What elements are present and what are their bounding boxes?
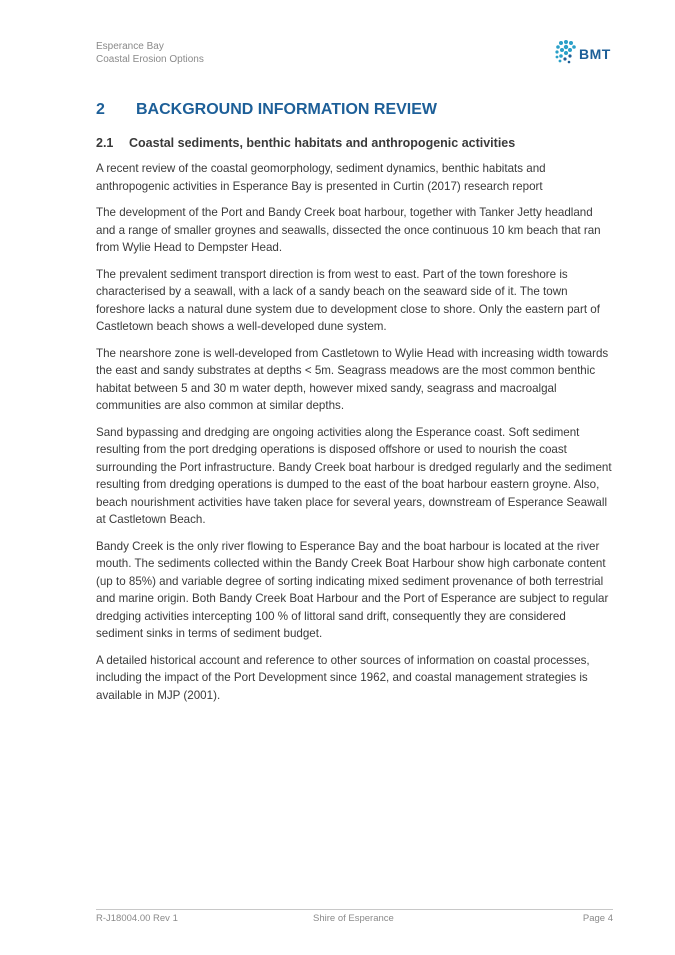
bmt-logo-icon [553, 38, 579, 66]
body-text [96, 160, 612, 713]
paragraph: The development of the Port and Bandy Creek boat harbour, together with Tanker Jetty headland and a range of smaller groynes and seawalls, dissected the once continuous 10 km beach that ran from Wylie Head to Dempster Head. [96, 206, 601, 254]
section-number: 2 [96, 101, 105, 118]
bmt-logo [553, 38, 615, 68]
paragraph: Bandy Creek is the only river flowing to Esperance Bay and the boat harbour is located at the river mouth. The sediments collected within the Bandy Creek Boat Harbour show high carbonate content (up to 85%) and variable degree of sorting indicating mixed sediment provenance of both terrestrial and marine origin. Both Bandy Creek Boat Harbour and the Port of Esperance are subject to regular dredging activities intercepting 100 % of littoral sand drift, consequently they are considered sediment sinks in terms of sediment budget. [96, 539, 609, 640]
subsection-heading [96, 136, 616, 150]
footer-divider [96, 909, 613, 910]
paragraph: Sand bypassing and dredging are ongoing activities along the Esperance coast. Soft sediment resulting from the port dredging operations is disposed offshore or used to nourish the coast surrounding the Port infrastructure. Bandy Creek boat harbour is dredged regularly and the sediment resulting from dredging operations is dumped to the east of the boat harbour eastern groyne. Also, beach nourishment activities have taken place for several years, downstream of Esperance Seawall at Castletown Beach. [96, 425, 612, 526]
subsection-number: 2.1 [96, 136, 114, 150]
paragraph: The nearshore zone is well-developed from Castletown to Wylie Head with increasing width towards the east and sandy substrates at depths < 5m. Seagrass meadows are the most common benthic habitat between 5 and 30 m water depth, however mixed sandy, seagrass and macroalgal communities are also common at similar depths. [96, 346, 609, 412]
paragraph: A recent review of the coastal geomorphology, sediment dynamics, benthic habitats and anthropogenic activities in Esperance Bay is presented in Curtin (2017) research report [96, 162, 546, 193]
section-title: BACKGROUND INFORMATION REVIEW [136, 101, 438, 118]
paragraph: A detailed historical account and reference to other sources of information on coastal processes, including the impact of the Port Development since 1962, and coastal management strategies is available in MJP (2001). [96, 653, 590, 702]
header-project-name: Esperance Bay [96, 41, 164, 52]
footer-client-name: Shire of Esperance [313, 913, 394, 924]
header-report-title: Coastal Erosion Options [96, 54, 204, 65]
document-header [96, 40, 204, 66]
subsection-title: Coastal sediments, benthic habitats and anthropogenic activities [129, 136, 516, 150]
footer-report-number: R-J18004.00 Rev 1 [96, 913, 178, 924]
paragraph: The prevalent sediment transport direction is from west to east. Part of the town foreshore is characterised by a seawall, with a lack of a sandy beach on the seaward side of it. The town foreshore lacks a natural dune system due to development close to shore. Only the eastern part of Castletown beach shows a well-developed dune system. [96, 267, 600, 333]
footer-page-number: Page 4 [582, 913, 613, 924]
logo-wordmark: BMT [579, 46, 611, 62]
section-heading [96, 101, 616, 119]
